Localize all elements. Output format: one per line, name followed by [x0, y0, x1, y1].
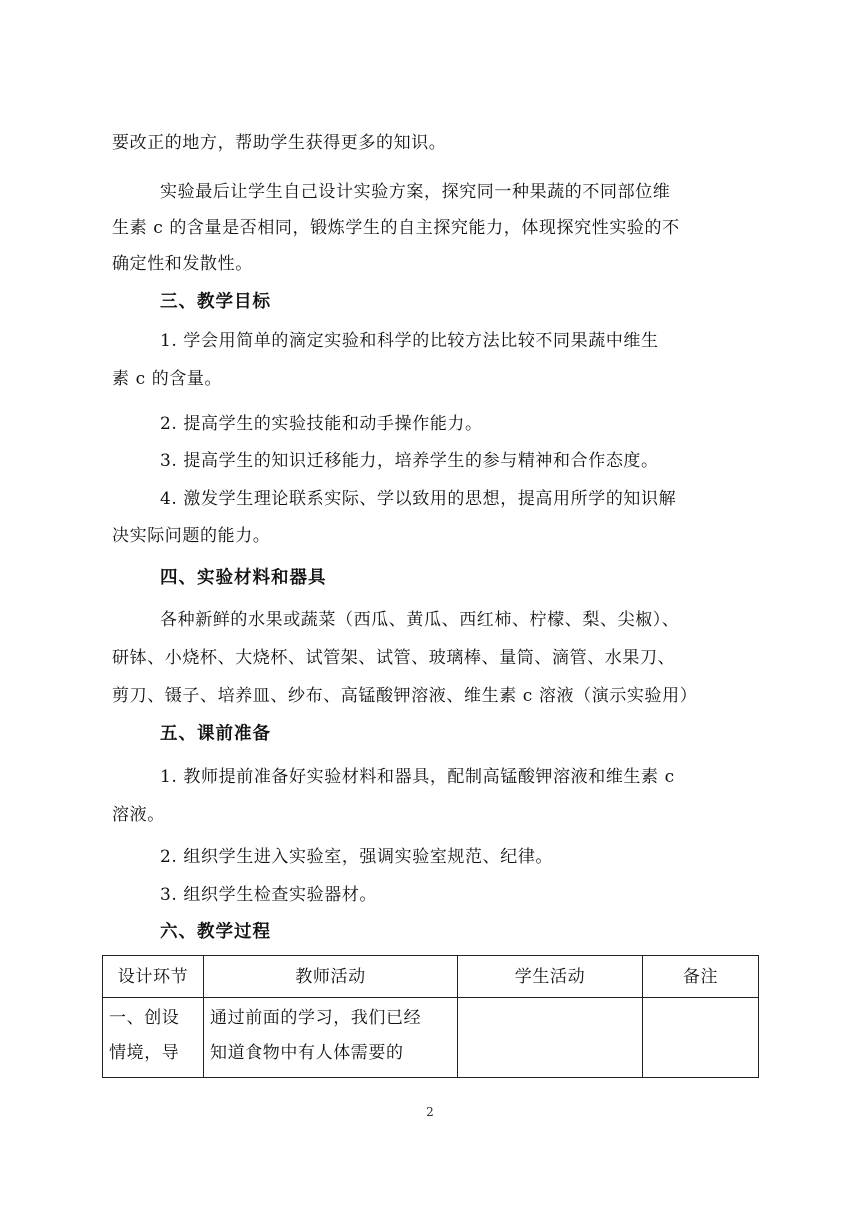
materials-line: 剪刀、镊子、培养皿、纱布、高锰酸钾溶液、维生素 c 溶液（演示实验用）: [112, 686, 698, 706]
cell-step: 一、创设 情境，导: [103, 998, 204, 1078]
page-number: 2: [426, 1105, 434, 1119]
column-header-step: 设计环节: [103, 956, 204, 998]
preparation-line: 2. 组织学生进入实验室，强调实验室规范、纪律。: [160, 847, 554, 867]
objective-line: 3. 提高学生的知识迁移能力，培养学生的参与精神和合作态度。: [160, 451, 659, 471]
teaching-process-table: [102, 955, 759, 1078]
column-header-teacher: 教师活动: [204, 956, 458, 998]
objective-line: 素 c 的含量。: [112, 369, 223, 389]
materials-line: 各种新鲜的水果或蔬菜（西瓜、黄瓜、西红柿、柠檬、梨、尖椒）、: [160, 610, 680, 630]
column-header-student: 学生活动: [458, 956, 643, 998]
section-heading-preparation: 五、课前准备: [160, 724, 271, 744]
paragraph-line: 生素 c 的含量是否相同，锻炼学生的自主探究能力，体现探究性实验的不: [112, 218, 680, 238]
section-heading-materials: 四、实验材料和器具: [160, 568, 327, 588]
cell-note: [643, 998, 759, 1078]
cell-student-activity: [458, 998, 643, 1078]
objective-line: 决实际问题的能力。: [112, 526, 271, 546]
objective-line: 4. 激发学生理论联系实际、学以致用的思想，提高用所学的知识解: [160, 489, 677, 509]
preparation-line: 3. 组织学生检查实验器材。: [160, 885, 378, 905]
section-heading-process: 六、教学过程: [160, 922, 271, 942]
paragraph-line: 确定性和发散性。: [112, 254, 253, 274]
section-heading-objectives: 三、教学目标: [160, 292, 271, 312]
table-header-row: [103, 956, 759, 998]
materials-line: 研钵、小烧杯、大烧杯、试管架、试管、玻璃棒、量筒、滴管、水果刀、: [112, 648, 676, 668]
table-row: [103, 998, 759, 1078]
cell-teacher-activity: 通过前面的学习，我们已经 知道食物中有人体需要的: [204, 998, 458, 1078]
column-header-note: 备注: [643, 956, 759, 998]
paragraph-line: 实验最后让学生自己设计实验方案，探究同一种果蔬的不同部位维: [160, 182, 671, 202]
objective-line: 1. 学会用简单的滴定实验和科学的比较方法比较不同果蔬中维生: [160, 331, 659, 351]
paragraph-line: 要改正的地方，帮助学生获得更多的知识。: [112, 133, 447, 153]
preparation-line: 溶液。: [112, 805, 165, 825]
objective-line: 2. 提高学生的实验技能和动手操作能力。: [160, 414, 483, 434]
preparation-line: 1. 教师提前准备好实验材料和器具，配制高锰酸钾溶液和维生素 c: [160, 767, 675, 787]
